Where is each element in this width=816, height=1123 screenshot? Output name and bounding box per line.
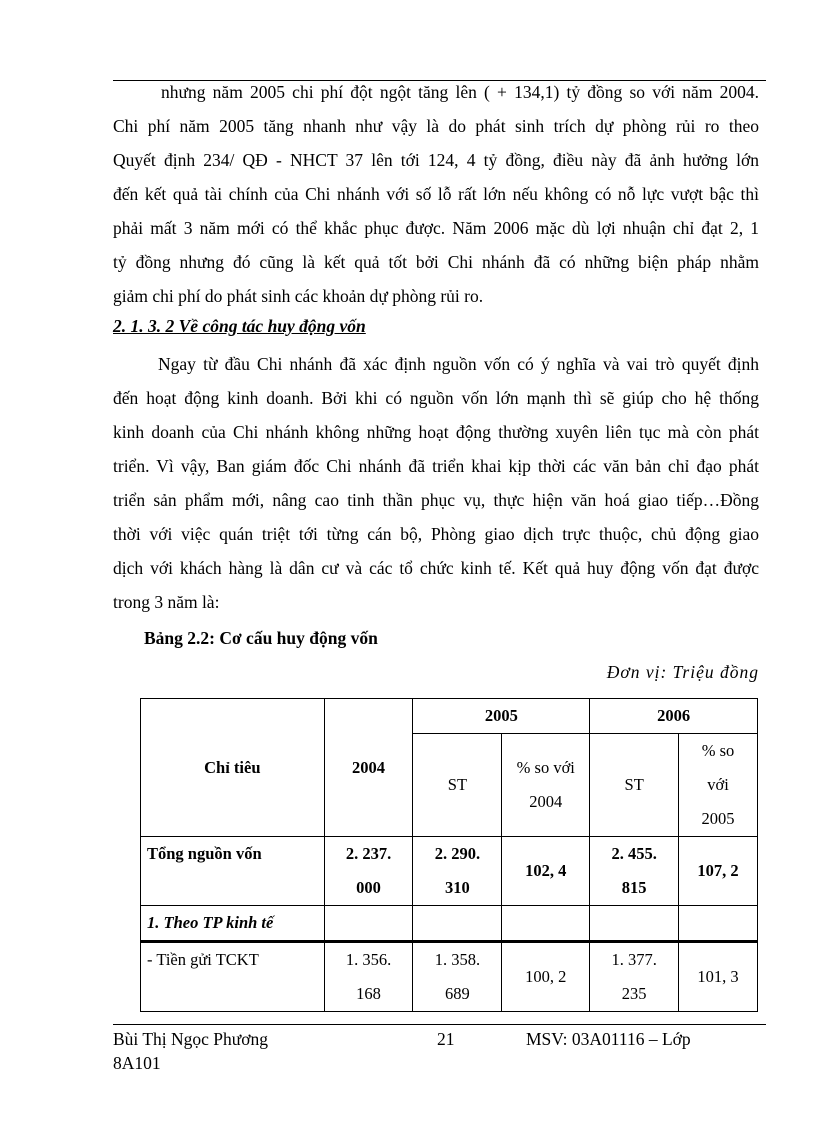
text-line: triển sản phẩm mới, nâng cao tinh thần phục vụ, thực hiện văn hoá giao tiếp…Đồng (113, 490, 759, 510)
text-line: Ngay từ đầu Chi nhánh đã xác định nguồn vốn có ý nghĩa và vai trò quyết định (158, 354, 759, 374)
table-header-row (141, 699, 758, 734)
header-2005: 2005 (413, 699, 590, 734)
footer-author: Bùi Thị Ngọc Phương (113, 1029, 269, 1049)
text-line: Chi phí năm 2005 tăng nhanh như vậy là do phát sinh trích dự phòng rủi ro theo (113, 116, 759, 136)
header-st-2006: ST (590, 734, 679, 837)
cell-pct-2005: 100, 2 (502, 942, 590, 1012)
text-line: nhưng năm 2005 chi phí đột ngột tăng lên ( + 134,1) tỷ đồng so với năm 2004. (161, 82, 759, 102)
text-line: phải mất 3 năm mới có thể khắc phục được. Năm 2006 mặc dù lợi nhuận chỉ đạt 2, 1 (113, 218, 759, 238)
page-number: 21 (437, 1029, 455, 1049)
cell-2004: 2. 237. 000 (324, 837, 413, 906)
header-pct-vs-2005: % so với 2005 (679, 734, 758, 837)
cell-2004: 1. 356. 168 (324, 942, 413, 1012)
text-line: dịch với khách hàng là dân cư và các tổ chức kinh tế. Kết quả huy động vốn đạt được (113, 558, 759, 578)
cell-st-2006: 2. 455. 815 (590, 837, 679, 906)
text-line: giảm chi phí do phát sinh các khoản dự phòng rủi ro. (113, 286, 484, 306)
header-indicator: Chỉ tiêu (141, 699, 325, 837)
cell-st-2005: 1. 358. 689 (413, 942, 502, 1012)
table-caption: Bảng 2.2: Cơ cấu huy động vốn (144, 628, 378, 648)
footer-student-id: MSV: 03A01116 – Lớp (526, 1029, 691, 1049)
text-line: đến hoạt động kinh doanh. Bởi khi có nguồn vốn lớn mạnh thì sẽ giúp cho hệ thống (113, 388, 759, 408)
table-row (141, 837, 758, 906)
text-line: tỷ đồng nhưng đó cũng là kết quả tốt bởi Chi nhánh đã có những biện pháp nhằm (113, 252, 759, 272)
footer-author-block (113, 1027, 268, 1075)
text-line: triển. Vì vậy, Ban giám đốc Chi nhánh đã triển khai kịp thời các văn bản chỉ đạo phát (113, 456, 759, 476)
header-2006: 2006 (590, 699, 758, 734)
header-2004: 2004 (324, 699, 413, 837)
footer-rule (113, 1024, 766, 1025)
row-label: Tổng nguồn vốn (141, 837, 325, 906)
text-line: kinh doanh của Chi nhánh không những hoạt động thường xuyên liên tục mà còn phát (113, 422, 759, 442)
row-label: - Tiền gửi TCKT (141, 942, 325, 1012)
footer-class-code: 8A101 (113, 1053, 161, 1073)
table-row (141, 942, 758, 1012)
capital-structure-table (140, 698, 758, 1012)
section-heading: 2. 1. 3. 2 Về công tác huy động vốn (113, 316, 366, 336)
text-line: Quyết định 234/ QĐ - NHCT 37 lên tới 124, 4 tỷ đồng, điều này đã ảnh hưởng lớn (113, 150, 759, 170)
header-pct-vs-2004: % so với 2004 (502, 734, 590, 837)
paragraph-main (113, 347, 759, 619)
cell-st-2006: 1. 377. 235 (590, 942, 679, 1012)
text-line: thời với việc quán triệt tới từng cán bộ, Phòng giao dịch trực thuộc, chủ động giao (113, 524, 759, 544)
cell-pct-2005: 102, 4 (502, 837, 590, 906)
row-label: 1. Theo TP kinh tế (141, 906, 325, 942)
cell-st-2005: 2. 290. 310 (413, 837, 502, 906)
cell-pct-2006: 101, 3 (679, 942, 758, 1012)
unit-label: Đơn vị: Triệu đồng (606, 662, 759, 682)
paragraph-continuation (113, 75, 759, 313)
header-st-2005: ST (413, 734, 502, 837)
table-row (141, 906, 758, 942)
text-line: đến kết quả tài chính của Chi nhánh với số lỗ rất lớn nếu không có nỗ lực vượt bậc thì (113, 184, 759, 204)
cell-pct-2006: 107, 2 (679, 837, 758, 906)
text-line: trong 3 năm là: (113, 592, 220, 612)
